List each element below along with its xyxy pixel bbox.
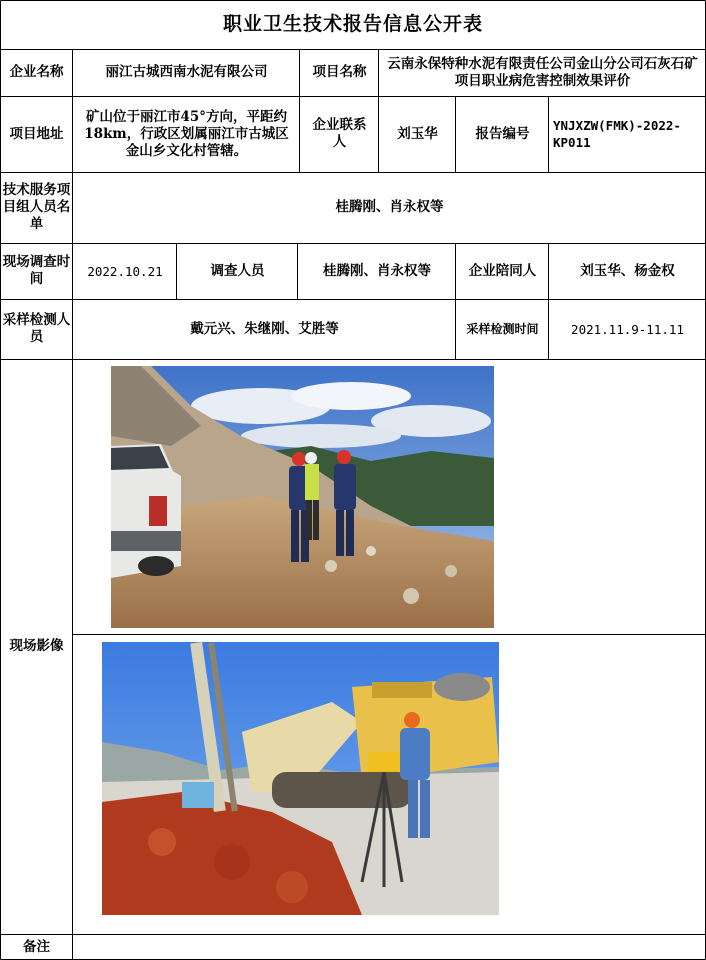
site-photo-2-image [102, 642, 499, 915]
site-photo-1-image [111, 366, 494, 628]
contact-value: 刘玉华 [397, 125, 438, 142]
site-photo-2 [102, 642, 499, 915]
remarks-label: 备注 [23, 939, 50, 955]
survey-date: 2022.10.21 [87, 263, 163, 279]
page-title: 职业卫生技术报告信息公开表 [222, 13, 483, 35]
sampling-time-value: 2021.11.9-11.11 [571, 321, 684, 337]
report-number-label: 报告编号 [475, 125, 530, 142]
sampling-staff-label: 采样检测人员 [2, 312, 71, 345]
survey-time-label: 现场调查时间 [2, 254, 71, 287]
escort-value: 刘玉华、杨金权 [580, 262, 675, 279]
survey-staff-label: 调查人员 [210, 262, 265, 279]
survey-staff-value: 桂腾刚、肖永权等 [323, 262, 431, 279]
report-number-value: YNJXZW(FMK)-2022-KP011 [553, 118, 681, 150]
team-label: 技术服务项目组人员名单 [2, 182, 71, 232]
company-name-label: 企业名称 [9, 64, 64, 80]
team-value: 桂腾刚、肖永权等 [335, 199, 444, 215]
escort-label: 企业陪同人 [468, 262, 537, 279]
remarks-value [73, 935, 706, 960]
sampling-staff-value: 戴元兴、朱继刚、艾胜等 [190, 320, 339, 337]
contact-label: 企业联系人 [312, 117, 367, 150]
site-photo-1 [111, 366, 494, 628]
project-name-label: 项目名称 [312, 64, 367, 80]
company-name-value: 丽江古城西南水泥有限公司 [105, 64, 268, 80]
project-name-value: 云南永保特种水泥有限责任公司金山分公司石灰石矿项目职业病危害控制效果评价 [387, 55, 698, 89]
project-address-value: 矿山位于丽江市45°方向，平距约18km，行政区划属丽江市古城区金山乡文化村管辖。 [84, 108, 289, 159]
sampling-time-label: 采样检测时间 [466, 321, 539, 336]
site-images-label: 现场影像 [9, 638, 64, 654]
project-address-label: 项目地址 [9, 125, 64, 142]
